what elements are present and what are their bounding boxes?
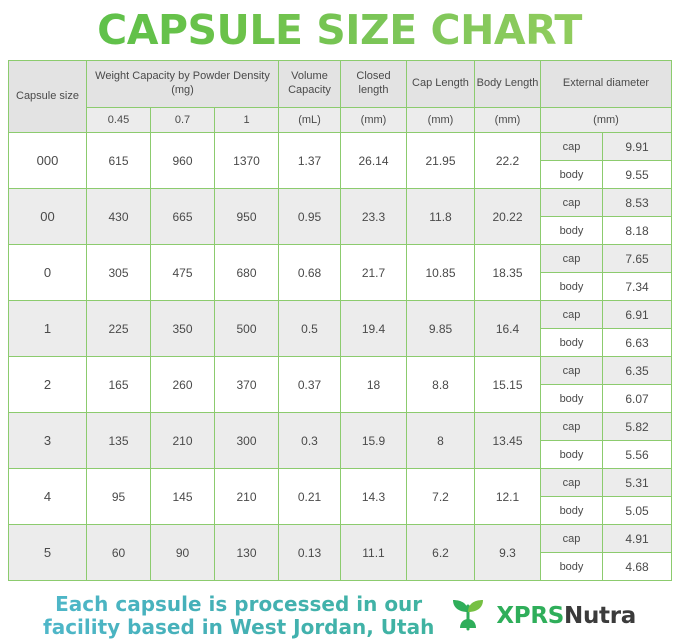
cell-cap: 6.2 <box>407 525 475 581</box>
cell-w07: 260 <box>151 357 215 413</box>
cell-diameter-body: 4.68 <box>603 553 672 581</box>
unit-density-1: 1 <box>215 108 279 133</box>
unit-body-length: (mm) <box>475 108 541 133</box>
footer <box>8 581 671 639</box>
cell-diameter-cap-label: cap <box>541 301 603 329</box>
col-header-closed-length: Closed length <box>341 61 407 108</box>
cell-w1: 300 <box>215 413 279 469</box>
cell-diameter-cap-label: cap <box>541 133 603 161</box>
cell-w045: 165 <box>87 357 151 413</box>
cell-diameter-body-label: body <box>541 329 603 357</box>
col-header-external-diameter: External diameter <box>541 61 672 108</box>
brand-logo <box>448 594 636 639</box>
cell-diameter-cap-label: cap <box>541 469 603 497</box>
cell-volume: 0.3 <box>279 413 341 469</box>
cell-w045: 430 <box>87 189 151 245</box>
table-row <box>9 245 672 273</box>
cell-cap: 7.2 <box>407 469 475 525</box>
cell-volume: 0.95 <box>279 189 341 245</box>
cell-w07: 90 <box>151 525 215 581</box>
table-row <box>9 413 672 441</box>
cell-diameter-body-label: body <box>541 273 603 301</box>
cell-volume: 0.5 <box>279 301 341 357</box>
cell-w1: 950 <box>215 189 279 245</box>
unit-density-045: 0.45 <box>87 108 151 133</box>
cell-closed: 26.14 <box>341 133 407 189</box>
cell-w045: 225 <box>87 301 151 357</box>
cell-size: 5 <box>9 525 87 581</box>
cell-volume: 0.13 <box>279 525 341 581</box>
cell-diameter-cap: 9.91 <box>603 133 672 161</box>
cell-w1: 210 <box>215 469 279 525</box>
cell-body: 18.35 <box>475 245 541 301</box>
cell-size: 4 <box>9 469 87 525</box>
table-units-row <box>9 108 672 133</box>
table-row <box>9 301 672 329</box>
cell-body: 9.3 <box>475 525 541 581</box>
cell-body: 13.45 <box>475 413 541 469</box>
cell-diameter-body: 5.05 <box>603 497 672 525</box>
capsule-size-table <box>8 60 672 581</box>
cell-diameter-body-label: body <box>541 441 603 469</box>
cell-volume: 1.37 <box>279 133 341 189</box>
cell-diameter-cap: 6.35 <box>603 357 672 385</box>
cell-cap: 8 <box>407 413 475 469</box>
cell-diameter-cap: 7.65 <box>603 245 672 273</box>
cell-diameter-body-label: body <box>541 217 603 245</box>
table-row <box>9 525 672 553</box>
cell-w045: 60 <box>87 525 151 581</box>
unit-density-07: 0.7 <box>151 108 215 133</box>
cell-w045: 135 <box>87 413 151 469</box>
cell-body: 16.4 <box>475 301 541 357</box>
cell-size: 0 <box>9 245 87 301</box>
cell-diameter-body-label: body <box>541 497 603 525</box>
cell-diameter-cap-label: cap <box>541 245 603 273</box>
col-header-volume-capacity: Volume Capacity <box>279 61 341 108</box>
table-row <box>9 469 672 497</box>
cell-w07: 350 <box>151 301 215 357</box>
table-row <box>9 189 672 217</box>
cell-body: 22.2 <box>475 133 541 189</box>
cell-volume: 0.21 <box>279 469 341 525</box>
cell-diameter-body: 7.34 <box>603 273 672 301</box>
col-header-cap-length: Cap Length <box>407 61 475 108</box>
cell-closed: 19.4 <box>341 301 407 357</box>
cell-diameter-body: 6.63 <box>603 329 672 357</box>
cell-diameter-cap-label: cap <box>541 189 603 217</box>
col-header-body-length: Body Length <box>475 61 541 108</box>
cell-body: 20.22 <box>475 189 541 245</box>
unit-cap-length: (mm) <box>407 108 475 133</box>
unit-external-diameter: (mm) <box>541 108 672 133</box>
cell-size: 000 <box>9 133 87 189</box>
cell-diameter-body-label: body <box>541 385 603 413</box>
footer-tagline-line2: facility based in West Jordan, Utah <box>43 615 435 639</box>
cell-diameter-body: 6.07 <box>603 385 672 413</box>
cell-size: 2 <box>9 357 87 413</box>
cell-diameter-cap-label: cap <box>541 357 603 385</box>
cell-diameter-body: 8.18 <box>603 217 672 245</box>
cell-cap: 8.8 <box>407 357 475 413</box>
table-row <box>9 133 672 161</box>
col-header-capsule-size: Capsule size <box>9 61 87 133</box>
col-header-weight-capacity: Weight Capacity by Powder Density (mg) <box>87 61 279 108</box>
cell-w07: 210 <box>151 413 215 469</box>
cell-diameter-body-label: body <box>541 553 603 581</box>
cell-diameter-cap: 6.91 <box>603 301 672 329</box>
leaf-icon <box>448 594 488 639</box>
table-row <box>9 357 672 385</box>
unit-closed-length: (mm) <box>341 108 407 133</box>
cell-closed: 18 <box>341 357 407 413</box>
cell-w045: 95 <box>87 469 151 525</box>
page-title: CAPSULE SIZE CHART <box>8 0 671 60</box>
cell-w07: 145 <box>151 469 215 525</box>
cell-cap: 10.85 <box>407 245 475 301</box>
cell-volume: 0.68 <box>279 245 341 301</box>
cell-closed: 11.1 <box>341 525 407 581</box>
cell-w1: 370 <box>215 357 279 413</box>
cell-w1: 130 <box>215 525 279 581</box>
cell-closed: 21.7 <box>341 245 407 301</box>
cell-closed: 23.3 <box>341 189 407 245</box>
cell-size: 00 <box>9 189 87 245</box>
cell-diameter-cap: 5.82 <box>603 413 672 441</box>
cell-diameter-body-label: body <box>541 161 603 189</box>
cell-w07: 475 <box>151 245 215 301</box>
cell-cap: 9.85 <box>407 301 475 357</box>
cell-w1: 1370 <box>215 133 279 189</box>
cell-body: 12.1 <box>475 469 541 525</box>
cell-diameter-cap: 4.91 <box>603 525 672 553</box>
cell-w1: 680 <box>215 245 279 301</box>
footer-tagline <box>43 593 434 639</box>
table-header-row <box>9 61 672 108</box>
cell-diameter-body: 5.56 <box>603 441 672 469</box>
cell-closed: 14.3 <box>341 469 407 525</box>
cell-body: 15.15 <box>475 357 541 413</box>
cell-diameter-cap: 8.53 <box>603 189 672 217</box>
cell-closed: 15.9 <box>341 413 407 469</box>
cell-w07: 665 <box>151 189 215 245</box>
cell-w1: 500 <box>215 301 279 357</box>
cell-cap: 21.95 <box>407 133 475 189</box>
brand-name-second: Nutra <box>564 603 636 629</box>
unit-volume: (mL) <box>279 108 341 133</box>
cell-size: 1 <box>9 301 87 357</box>
cell-w045: 305 <box>87 245 151 301</box>
brand-name-first: XPRS <box>496 603 564 629</box>
cell-diameter-cap: 5.31 <box>603 469 672 497</box>
footer-tagline-line1: Each capsule is processed in our <box>55 592 423 616</box>
brand-name <box>496 603 636 629</box>
cell-w07: 960 <box>151 133 215 189</box>
cell-w045: 615 <box>87 133 151 189</box>
cell-diameter-cap-label: cap <box>541 413 603 441</box>
cell-size: 3 <box>9 413 87 469</box>
cell-volume: 0.37 <box>279 357 341 413</box>
cell-diameter-body: 9.55 <box>603 161 672 189</box>
cell-diameter-cap-label: cap <box>541 525 603 553</box>
cell-cap: 11.8 <box>407 189 475 245</box>
